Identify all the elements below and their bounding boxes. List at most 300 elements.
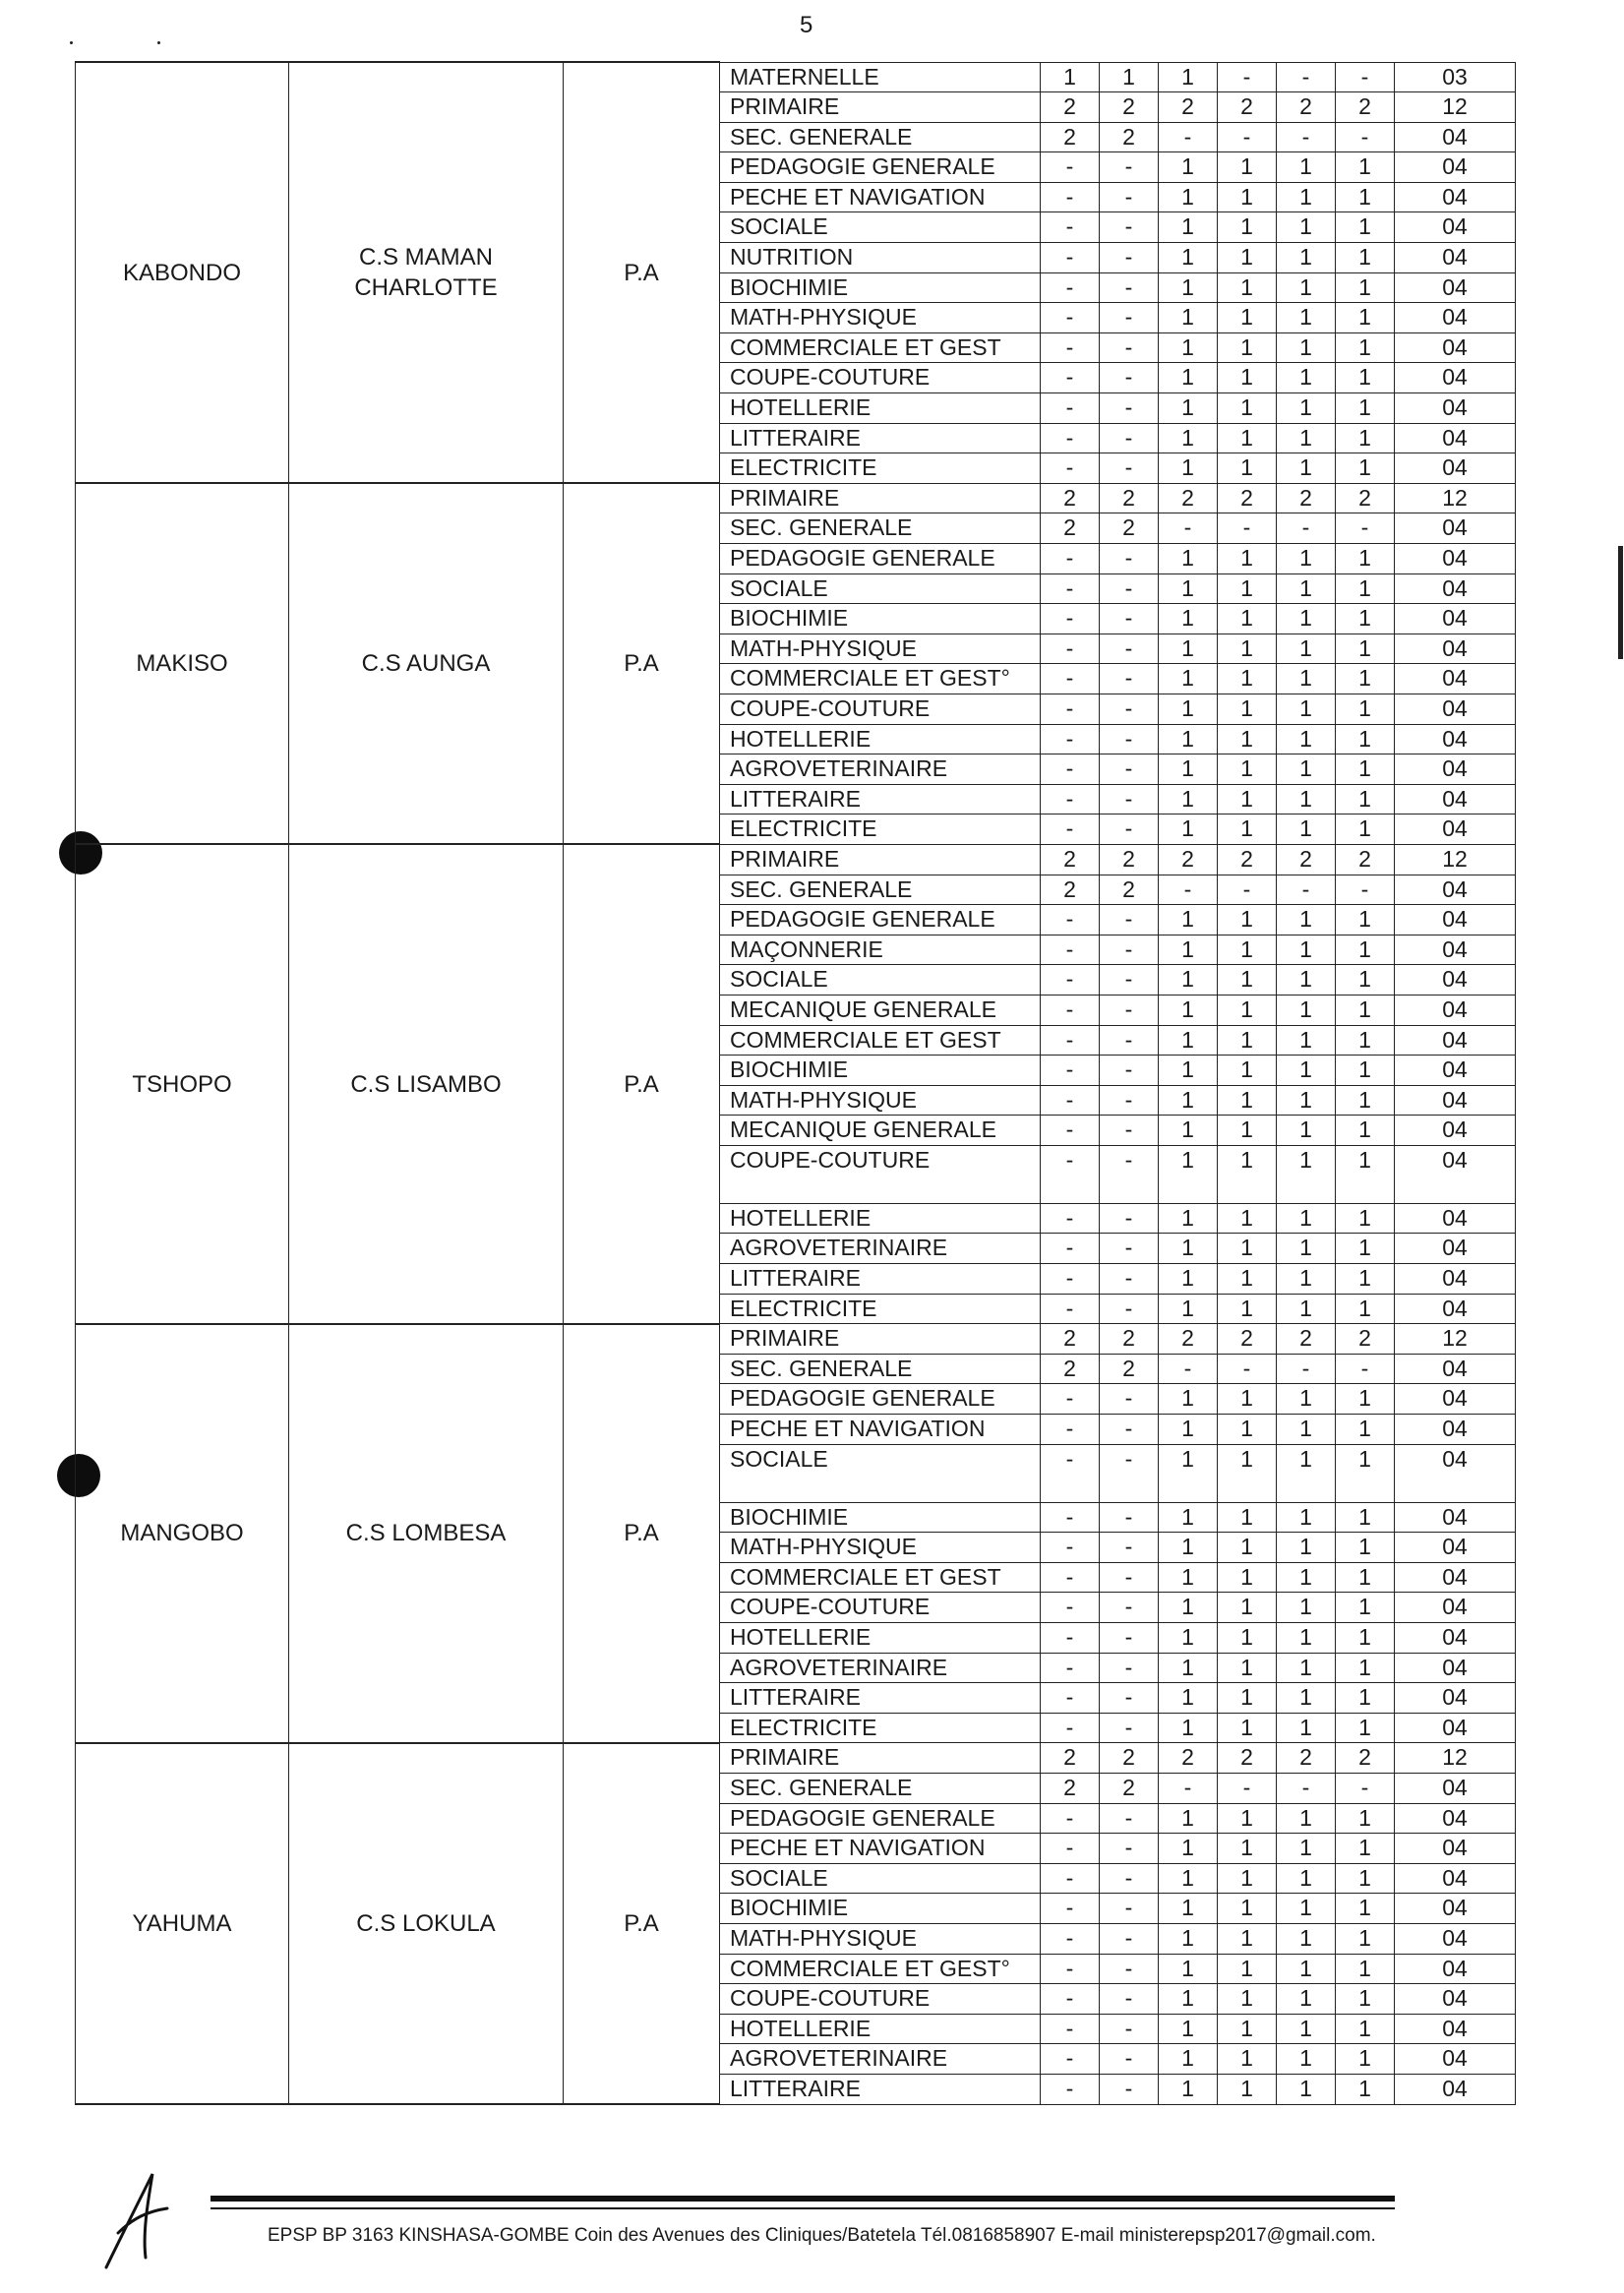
class-count-cell: 2: [1336, 844, 1395, 875]
class-count-cell: 1: [1159, 1415, 1218, 1445]
class-count-cell: 1: [1277, 453, 1336, 484]
class-count-cell: 1: [1277, 1683, 1336, 1714]
class-count-cell: 1: [1159, 995, 1218, 1025]
centre-cell: C.S LISAMBO: [289, 844, 564, 1323]
class-count-cell: 2: [1100, 844, 1159, 875]
class-count-cell: 1: [1159, 1025, 1218, 1056]
class-count-cell: 1: [1277, 1294, 1336, 1324]
class-count-cell: 1: [1218, 1562, 1277, 1593]
total-cell: 04: [1395, 1653, 1516, 1683]
filiere-cell: MATH-PHYSIQUE: [720, 303, 1041, 333]
class-count-cell: 1: [1218, 243, 1277, 273]
class-count-cell: -: [1100, 815, 1159, 845]
class-count-cell: 1: [1336, 573, 1395, 604]
class-count-cell: 2: [1218, 1324, 1277, 1355]
class-count-cell: -: [1041, 332, 1100, 363]
class-count-cell: 1: [1277, 1264, 1336, 1295]
class-count-cell: -: [1100, 1533, 1159, 1563]
class-count-cell: 2: [1100, 1324, 1159, 1355]
class-count-cell: -: [1041, 2014, 1100, 2044]
class-count-cell: 1: [1159, 1085, 1218, 1116]
class-count-cell: 1: [1218, 1653, 1277, 1683]
class-count-cell: 1: [1277, 1056, 1336, 1086]
class-count-cell: 2: [1041, 1773, 1100, 1803]
total-cell: 04: [1395, 152, 1516, 183]
filiere-cell: PECHE ET NAVIGATION: [720, 182, 1041, 212]
class-count-cell: 1: [1277, 544, 1336, 574]
class-count-cell: -: [1336, 1773, 1395, 1803]
class-count-cell: 1: [1336, 303, 1395, 333]
class-count-cell: -: [1100, 1894, 1159, 1924]
class-count-cell: -: [1041, 1984, 1100, 2015]
class-count-cell: -: [1041, 2074, 1100, 2104]
class-count-cell: 1: [1277, 332, 1336, 363]
class-count-cell: 2: [1041, 92, 1100, 123]
class-count-cell: -: [1041, 1683, 1100, 1714]
class-count-cell: -: [1041, 1116, 1100, 1146]
total-cell: 12: [1395, 1743, 1516, 1774]
class-count-cell: 1: [1336, 332, 1395, 363]
class-count-cell: 1: [1218, 1025, 1277, 1056]
filiere-cell: PRIMAIRE: [720, 483, 1041, 513]
class-count-cell: 1: [1336, 1234, 1395, 1264]
class-count-cell: 1: [1277, 694, 1336, 724]
class-count-cell: 2: [1277, 844, 1336, 875]
class-count-cell: 1: [1159, 815, 1218, 845]
filiere-cell: PEDAGOGIE GENERALE: [720, 152, 1041, 183]
class-count-cell: -: [1041, 453, 1100, 484]
total-cell: 03: [1395, 62, 1516, 92]
class-count-cell: 1: [1277, 363, 1336, 393]
filiere-cell: MECANIQUE GENERALE: [720, 1116, 1041, 1146]
class-count-cell: 1: [1159, 1923, 1218, 1954]
class-count-cell: -: [1100, 1056, 1159, 1086]
class-count-cell: 1: [1336, 634, 1395, 664]
class-count-cell: -: [1041, 1444, 1100, 1502]
class-count-cell: 1: [1159, 1562, 1218, 1593]
scan-speck: [157, 41, 160, 44]
class-count-cell: 1: [1218, 634, 1277, 664]
total-cell: 04: [1395, 1773, 1516, 1803]
table-row: [76, 483, 1516, 513]
class-count-cell: 1: [1159, 2044, 1218, 2075]
class-count-cell: 1: [1218, 935, 1277, 965]
class-count-cell: -: [1100, 1264, 1159, 1295]
class-count-cell: 1: [1159, 1116, 1218, 1146]
class-count-cell: -: [1041, 965, 1100, 996]
class-count-cell: 1: [1218, 1834, 1277, 1864]
class-count-cell: 2: [1041, 1743, 1100, 1774]
class-count-cell: 1: [1277, 423, 1336, 453]
total-cell: 04: [1395, 2014, 1516, 2044]
class-count-cell: -: [1100, 2074, 1159, 2104]
total-cell: 04: [1395, 1713, 1516, 1743]
table-row: [76, 844, 1516, 875]
class-count-cell: 1: [1159, 1683, 1218, 1714]
statut-cell: P.A: [564, 62, 720, 483]
class-count-cell: 2: [1100, 92, 1159, 123]
centre-cell: C.S LOKULA: [289, 1743, 564, 2104]
class-count-cell: 1: [1336, 1954, 1395, 1984]
centre-cell: C.S LOMBESA: [289, 1324, 564, 1743]
class-count-cell: 1: [1277, 905, 1336, 935]
filiere-cell: MATERNELLE: [720, 62, 1041, 92]
class-count-cell: -: [1041, 182, 1100, 212]
filiere-cell: SEC. GENERALE: [720, 1773, 1041, 1803]
class-count-cell: 1: [1159, 152, 1218, 183]
class-count-cell: -: [1041, 1713, 1100, 1743]
class-count-cell: 1: [1336, 152, 1395, 183]
centre-cell: C.S MAMAN CHARLOTTE: [289, 62, 564, 483]
class-count-cell: -: [1336, 513, 1395, 544]
class-count-cell: 2: [1277, 483, 1336, 513]
filiere-cell: COMMERCIALE ET GEST°: [720, 1954, 1041, 1984]
filiere-cell: SEC. GENERALE: [720, 122, 1041, 152]
class-count-cell: 1: [1218, 1803, 1277, 1834]
total-cell: 04: [1395, 2074, 1516, 2104]
class-count-cell: 1: [1277, 1713, 1336, 1743]
class-count-cell: -: [1041, 754, 1100, 785]
class-count-cell: -: [1041, 634, 1100, 664]
class-count-cell: -: [1100, 303, 1159, 333]
filiere-cell: LITTERAIRE: [720, 784, 1041, 815]
class-count-cell: -: [1041, 1502, 1100, 1533]
class-count-cell: 1: [1277, 1533, 1336, 1563]
class-count-cell: 1: [1277, 1863, 1336, 1894]
class-count-cell: -: [1041, 1863, 1100, 1894]
class-count-cell: 1: [1159, 2014, 1218, 2044]
class-count-cell: 1: [1159, 1653, 1218, 1683]
filiere-cell: COUPE-COUTURE: [720, 363, 1041, 393]
class-count-cell: 1: [1277, 1894, 1336, 1924]
class-count-cell: 1: [1218, 724, 1277, 754]
total-cell: 04: [1395, 363, 1516, 393]
filiere-cell: SOCIALE: [720, 212, 1041, 243]
total-cell: 04: [1395, 784, 1516, 815]
class-count-cell: -: [1100, 152, 1159, 183]
class-count-cell: 1: [1336, 2014, 1395, 2044]
class-count-cell: -: [1100, 1593, 1159, 1623]
class-count-cell: 1: [1336, 1593, 1395, 1623]
class-count-cell: 2: [1159, 1324, 1218, 1355]
class-count-cell: 1: [1218, 1056, 1277, 1086]
filiere-cell: BIOCHIMIE: [720, 272, 1041, 303]
class-count-cell: 1: [1218, 995, 1277, 1025]
class-count-cell: 1: [1277, 1562, 1336, 1593]
table-row: [76, 62, 1516, 92]
class-count-cell: 1: [1277, 935, 1336, 965]
class-count-cell: -: [1336, 62, 1395, 92]
class-count-cell: -: [1041, 935, 1100, 965]
class-count-cell: 2: [1159, 1743, 1218, 1774]
class-count-cell: -: [1159, 875, 1218, 905]
class-count-cell: -: [1100, 1294, 1159, 1324]
class-count-cell: 1: [1277, 1623, 1336, 1654]
class-count-cell: 1: [1277, 393, 1336, 424]
class-count-cell: -: [1100, 1984, 1159, 2015]
class-count-cell: -: [1277, 513, 1336, 544]
total-cell: 04: [1395, 1834, 1516, 1864]
class-count-cell: -: [1159, 122, 1218, 152]
class-count-cell: 1: [1159, 1056, 1218, 1086]
filiere-cell: MAÇONNERIE: [720, 935, 1041, 965]
footer-rule-thin: [211, 2207, 1395, 2209]
class-count-cell: 2: [1100, 483, 1159, 513]
table-row: [76, 1324, 1516, 1355]
class-count-cell: 1: [1277, 272, 1336, 303]
class-count-cell: 1: [1159, 1264, 1218, 1295]
filiere-cell: MATH-PHYSIQUE: [720, 1923, 1041, 1954]
class-count-cell: 1: [1218, 815, 1277, 845]
class-count-cell: -: [1100, 1623, 1159, 1654]
class-count-cell: -: [1041, 573, 1100, 604]
class-count-cell: 1: [1218, 453, 1277, 484]
class-count-cell: 1: [1277, 2014, 1336, 2044]
class-count-cell: 1: [1218, 272, 1277, 303]
class-count-cell: 1: [1336, 784, 1395, 815]
class-count-cell: 1: [1159, 2074, 1218, 2104]
class-count-cell: -: [1041, 1264, 1100, 1295]
filiere-cell: NUTRITION: [720, 243, 1041, 273]
class-count-cell: -: [1100, 1713, 1159, 1743]
filiere-cell: PRIMAIRE: [720, 1743, 1041, 1774]
class-count-cell: 1: [1159, 453, 1218, 484]
class-count-cell: -: [1041, 152, 1100, 183]
class-count-cell: 1: [1159, 604, 1218, 634]
statut-cell: P.A: [564, 1324, 720, 1743]
filiere-cell: LITTERAIRE: [720, 1683, 1041, 1714]
total-cell: 04: [1395, 1085, 1516, 1116]
class-count-cell: 1: [1218, 1863, 1277, 1894]
class-count-cell: 1: [1336, 363, 1395, 393]
class-count-cell: 1: [1218, 1116, 1277, 1146]
class-count-cell: 1: [1336, 1294, 1395, 1324]
total-cell: 04: [1395, 1203, 1516, 1234]
class-count-cell: 1: [1336, 1984, 1395, 2015]
class-count-cell: 1: [1336, 1834, 1395, 1864]
class-count-cell: 1: [1277, 1444, 1336, 1502]
class-count-cell: 1: [1159, 784, 1218, 815]
filiere-cell: ELECTRICITE: [720, 1294, 1041, 1324]
total-cell: 04: [1395, 1444, 1516, 1502]
class-count-cell: -: [1100, 1803, 1159, 1834]
total-cell: 04: [1395, 815, 1516, 845]
total-cell: 04: [1395, 272, 1516, 303]
filiere-cell: COUPE-COUTURE: [720, 1593, 1041, 1623]
class-count-cell: 1: [1159, 1713, 1218, 1743]
class-count-cell: 1: [1218, 784, 1277, 815]
class-count-cell: 2: [1336, 483, 1395, 513]
filiere-cell: PEDAGOGIE GENERALE: [720, 905, 1041, 935]
class-count-cell: -: [1041, 1384, 1100, 1415]
filiere-cell: MATH-PHYSIQUE: [720, 1085, 1041, 1116]
class-count-cell: 1: [1336, 724, 1395, 754]
filiere-cell: HOTELLERIE: [720, 393, 1041, 424]
class-count-cell: 1: [1336, 1923, 1395, 1954]
class-count-cell: -: [1041, 243, 1100, 273]
localite-cell: KABONDO: [76, 62, 289, 483]
class-count-cell: 1: [1218, 423, 1277, 453]
class-count-cell: 2: [1100, 122, 1159, 152]
class-count-cell: 1: [1041, 62, 1100, 92]
class-count-cell: 1: [1336, 1502, 1395, 1533]
class-count-cell: 2: [1041, 1354, 1100, 1384]
class-count-cell: -: [1041, 1894, 1100, 1924]
table-row: [76, 1743, 1516, 1774]
total-cell: 04: [1395, 182, 1516, 212]
filiere-cell: MECANIQUE GENERALE: [720, 995, 1041, 1025]
class-count-cell: 2: [1336, 92, 1395, 123]
localite-cell: YAHUMA: [76, 1743, 289, 2104]
class-count-cell: 2: [1218, 1743, 1277, 1774]
class-count-cell: -: [1159, 513, 1218, 544]
filiere-cell: SEC. GENERALE: [720, 875, 1041, 905]
class-count-cell: -: [1277, 1773, 1336, 1803]
total-cell: 04: [1395, 694, 1516, 724]
total-cell: 04: [1395, 544, 1516, 574]
class-count-cell: 2: [1218, 483, 1277, 513]
class-count-cell: 2: [1041, 1324, 1100, 1355]
class-count-cell: 2: [1159, 844, 1218, 875]
class-count-cell: -: [1100, 634, 1159, 664]
scan-speck: [70, 41, 73, 44]
total-cell: 04: [1395, 1954, 1516, 1984]
filiere-cell: PRIMAIRE: [720, 92, 1041, 123]
class-count-cell: 1: [1159, 1444, 1218, 1502]
class-count-cell: 1: [1218, 1533, 1277, 1563]
class-count-cell: -: [1041, 393, 1100, 424]
class-count-cell: 1: [1218, 544, 1277, 574]
total-cell: 04: [1395, 1234, 1516, 1264]
class-count-cell: 1: [1218, 332, 1277, 363]
filiere-cell: MATH-PHYSIQUE: [720, 1533, 1041, 1563]
filiere-cell: COMMERCIALE ET GEST: [720, 1025, 1041, 1056]
class-count-cell: 1: [1336, 1803, 1395, 1834]
filiere-cell: AGROVETERINAIRE: [720, 1653, 1041, 1683]
class-count-cell: 1: [1336, 1562, 1395, 1593]
class-count-cell: -: [1041, 1954, 1100, 1984]
filiere-cell: BIOCHIMIE: [720, 1502, 1041, 1533]
class-count-cell: 1: [1159, 724, 1218, 754]
filiere-cell: PEDAGOGIE GENERALE: [720, 544, 1041, 574]
class-count-cell: 1: [1336, 1025, 1395, 1056]
class-count-cell: 1: [1218, 1264, 1277, 1295]
class-count-cell: 1: [1336, 664, 1395, 694]
class-count-cell: 1: [1336, 1533, 1395, 1563]
class-count-cell: 1: [1159, 1863, 1218, 1894]
class-count-cell: 1: [1277, 303, 1336, 333]
table-body: [76, 62, 1516, 2104]
class-count-cell: -: [1277, 875, 1336, 905]
class-count-cell: 1: [1159, 182, 1218, 212]
class-count-cell: 1: [1218, 1203, 1277, 1234]
class-count-cell: -: [1041, 995, 1100, 1025]
class-count-cell: -: [1041, 1085, 1100, 1116]
filiere-cell: HOTELLERIE: [720, 1623, 1041, 1654]
total-cell: 04: [1395, 1056, 1516, 1086]
class-count-cell: 1: [1159, 544, 1218, 574]
class-count-cell: -: [1277, 1354, 1336, 1384]
class-count-cell: -: [1100, 1683, 1159, 1714]
total-cell: 04: [1395, 1116, 1516, 1146]
class-count-cell: 1: [1277, 212, 1336, 243]
class-count-cell: -: [1218, 875, 1277, 905]
class-count-cell: -: [1100, 1116, 1159, 1146]
total-cell: 04: [1395, 995, 1516, 1025]
filiere-cell: COUPE-COUTURE: [720, 1145, 1041, 1203]
class-count-cell: -: [1100, 423, 1159, 453]
filiere-cell: PECHE ET NAVIGATION: [720, 1415, 1041, 1445]
class-count-cell: -: [1100, 1653, 1159, 1683]
class-count-cell: 1: [1336, 754, 1395, 785]
class-count-cell: 1: [1277, 754, 1336, 785]
class-count-cell: 1: [1336, 1116, 1395, 1146]
class-count-cell: -: [1218, 62, 1277, 92]
class-count-cell: 2: [1100, 1773, 1159, 1803]
filiere-cell: LITTERAIRE: [720, 423, 1041, 453]
total-cell: 12: [1395, 92, 1516, 123]
class-count-cell: -: [1100, 1085, 1159, 1116]
signature-mark: [98, 2164, 177, 2272]
class-count-cell: -: [1100, 1234, 1159, 1264]
class-count-cell: 1: [1336, 1415, 1395, 1445]
class-count-cell: 1: [1336, 604, 1395, 634]
filiere-cell: PEDAGOGIE GENERALE: [720, 1384, 1041, 1415]
class-count-cell: -: [1041, 423, 1100, 453]
filiere-cell: SOCIALE: [720, 1863, 1041, 1894]
total-cell: 04: [1395, 1593, 1516, 1623]
class-count-cell: 1: [1277, 1923, 1336, 1954]
total-cell: 04: [1395, 965, 1516, 996]
total-cell: 04: [1395, 2044, 1516, 2075]
class-count-cell: 1: [1336, 935, 1395, 965]
total-cell: 04: [1395, 935, 1516, 965]
class-count-cell: 1: [1218, 1145, 1277, 1203]
class-count-cell: 1: [1336, 544, 1395, 574]
class-count-cell: 1: [1218, 303, 1277, 333]
scan-edge-mark: [1618, 546, 1623, 659]
page-number: 5: [800, 12, 813, 38]
centre-cell: C.S AUNGA: [289, 483, 564, 844]
class-count-cell: -: [1041, 905, 1100, 935]
class-count-cell: 1: [1159, 1234, 1218, 1264]
class-count-cell: 1: [1218, 1234, 1277, 1264]
class-count-cell: 1: [1218, 182, 1277, 212]
class-count-cell: 1: [1277, 995, 1336, 1025]
class-count-cell: 1: [1218, 363, 1277, 393]
class-count-cell: 1: [1159, 303, 1218, 333]
class-count-cell: -: [1041, 363, 1100, 393]
class-count-cell: 1: [1336, 905, 1395, 935]
class-count-cell: -: [1041, 664, 1100, 694]
total-cell: 04: [1395, 453, 1516, 484]
class-count-cell: -: [1218, 513, 1277, 544]
class-count-cell: -: [1100, 182, 1159, 212]
class-count-cell: 1: [1277, 1954, 1336, 1984]
class-count-cell: 1: [1218, 1713, 1277, 1743]
class-count-cell: 1: [1277, 1234, 1336, 1264]
class-count-cell: 1: [1336, 1894, 1395, 1924]
total-cell: 04: [1395, 1863, 1516, 1894]
class-count-cell: 1: [1159, 1533, 1218, 1563]
class-count-cell: -: [1218, 1354, 1277, 1384]
class-count-cell: 1: [1277, 573, 1336, 604]
class-count-cell: -: [1100, 1834, 1159, 1864]
class-count-cell: 1: [1218, 393, 1277, 424]
class-count-cell: 1: [1159, 1294, 1218, 1324]
filiere-cell: AGROVETERINAIRE: [720, 754, 1041, 785]
class-count-cell: -: [1100, 453, 1159, 484]
